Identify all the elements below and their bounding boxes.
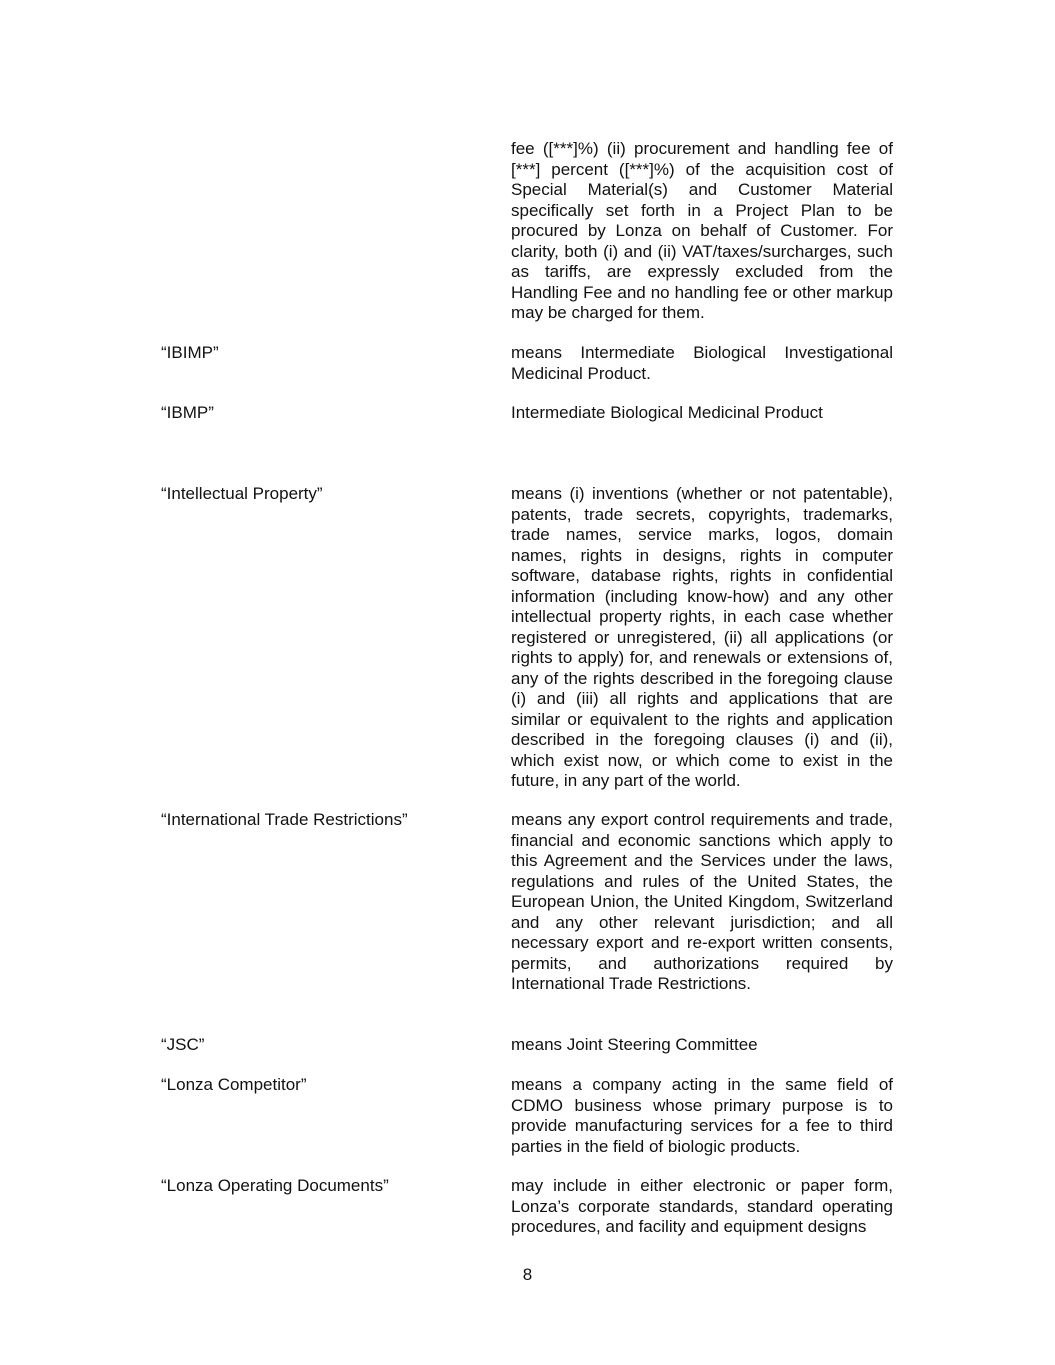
definition-text: means Intermediate Biological Investigational Medicinal Product. [511, 343, 893, 383]
definition-term: “Lonza Operating Documents” [161, 1176, 389, 1195]
definition-term: “IBMP” [161, 403, 214, 422]
definition-text: may include in either electronic or paper form, Lonza’s corporate standards, standard operating procedures, and facility and equipment designs [511, 1176, 893, 1236]
definition-term: “Intellectual Property” [161, 484, 323, 503]
page-number: 8 [522, 1265, 533, 1284]
definition-term: “JSC” [161, 1035, 205, 1054]
definition-text: means any export control requirements and trade, financial and economic sanctions which apply to this Agreement and the Services under the laws, regulations and rules of the United States, the European Union, the United Kingdom, Switzerland and any other relevant jurisdiction; and all necessary export and re-export written consents, permits, and authorizations required by International Trade Restrictions. [511, 810, 893, 993]
definition-text: means a company acting in the same field of CDMO business whose primary purpose is to provide manufacturing services for a fee to third parties in the field of biologic products. [511, 1075, 893, 1156]
definition-term: “IBIMP” [161, 343, 219, 362]
definition-text: Intermediate Biological Medicinal Product [511, 403, 823, 422]
definition-text: means Joint Steering Committee [511, 1035, 758, 1054]
definition-text: means (i) inventions (whether or not patentable), patents, trade secrets, copyrights, trademarks, trade names, service marks, logos, domain names, rights in designs, rights in computer software, database rights, rights in confidential information (including know-how) and any other intellectual property rights, in each case whether registered or unregistered, (ii) all applications (or rights to apply) for, and renewals or extensions of, any of the rights described in the foregoing clause (i) and (iii) all rights and applications that are similar or equivalent to the rights and application described in the foregoing clauses (i) and (ii), which exist now, or which come to exist in the future, in any part of the world. [511, 484, 893, 790]
definition-term: “International Trade Restrictions” [161, 810, 408, 829]
definition-term: “Lonza Competitor” [161, 1075, 307, 1094]
definition-text: fee ([***]%) (ii) procurement and handling fee of [***] percent ([***]%) of the acquisition cost of Special Material(s) and Customer Material specifically set forth in a Project Plan to be procured by Lonza on behalf of Customer. For clarity, both (i) and (ii) VAT/taxes/surcharges, such as tariffs, are expressly excluded from the Handling Fee and no handling fee or other markup may be charged for them. [511, 139, 893, 322]
